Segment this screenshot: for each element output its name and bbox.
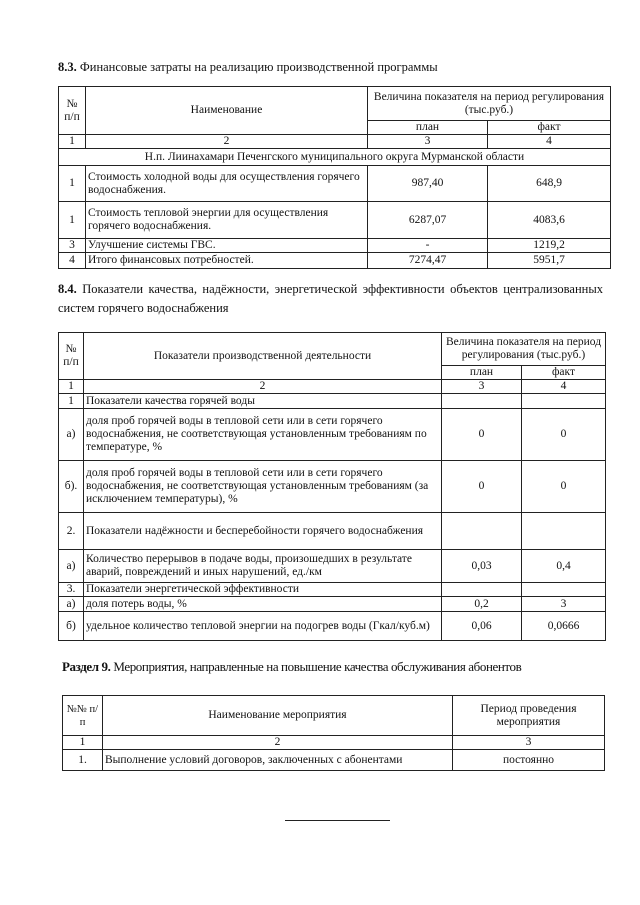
table-row [59, 202, 611, 239]
row-plan: 6287,07 [368, 202, 488, 239]
row-plan: - [368, 239, 488, 253]
row-period: постоянно [453, 750, 605, 771]
section-number: 8.3. [58, 60, 77, 74]
row-plan: 0,03 [442, 550, 522, 583]
row-plan: 0 [442, 461, 522, 513]
section-9-title [62, 659, 521, 675]
section-title: Финансовые затраты на реализацию производственной программы [76, 60, 438, 74]
section-title: Мероприятия, направленные на повышение качества обслуживания абонентов [110, 659, 522, 674]
row-no: 4 [59, 253, 86, 269]
row-no: 3. [59, 583, 84, 597]
table-row [59, 597, 606, 612]
header-plan: план [368, 121, 488, 135]
row-name: Стоимость холодной воды для осуществления горячего водоснабжения. [86, 166, 368, 202]
row-plan: 0 [442, 409, 522, 461]
table-row [59, 166, 611, 202]
row-fact: 0,4 [522, 550, 606, 583]
row-name: Выполнение условий договоров, заключенных с абонентами [103, 750, 453, 771]
row-no: б). [59, 461, 84, 513]
row-plan: 987,40 [368, 166, 488, 202]
row-name: Стоимость тепловой энергии для осуществления горячего водоснабжения. [86, 202, 368, 239]
row-no: а) [59, 597, 84, 612]
row-fact [522, 583, 606, 597]
row-fact: 0 [522, 461, 606, 513]
row-fact: 3 [522, 597, 606, 612]
row-name: Показатели энергетической эффективности [84, 583, 442, 597]
header-value: Величина показателя на период регулирования (тыс.руб.) [442, 333, 606, 366]
row-plan: 0,06 [442, 612, 522, 641]
header-name: Наименование мероприятия [103, 696, 453, 736]
customer-service-measures-table [62, 695, 605, 771]
section-number: 8.4. [58, 282, 77, 296]
row-plan: 0,2 [442, 597, 522, 612]
index-cell: 3 [368, 135, 488, 149]
header-fact: факт [522, 366, 606, 380]
row-fact: 4083,6 [488, 202, 611, 239]
row-no: 1 [59, 394, 84, 409]
row-no: 1 [59, 202, 86, 239]
header-name: Показатели производственной деятельности [84, 333, 442, 380]
table-row [59, 239, 611, 253]
header-no: № п/п [59, 333, 84, 380]
row-name: доля потерь воды, % [84, 597, 442, 612]
index-cell: 3 [442, 380, 522, 394]
row-no: б) [59, 612, 84, 641]
end-divider [285, 820, 390, 821]
region-row: Н.п. Лиинахамари Печенгского муниципального округа Мурманской области [59, 149, 611, 166]
header-fact: факт [488, 121, 611, 135]
table-row [59, 583, 606, 597]
header-plan: план [442, 366, 522, 380]
header-value: Величина показателя на период регулирования (тыс.руб.) [368, 87, 611, 121]
row-plan [442, 583, 522, 597]
row-no: 2. [59, 513, 84, 550]
index-cell: 1 [59, 380, 84, 394]
row-fact: 0 [522, 409, 606, 461]
row-no: 1 [59, 166, 86, 202]
row-fact: 648,9 [488, 166, 611, 202]
section-8-3-title [58, 60, 438, 75]
table-row [59, 394, 606, 409]
financial-costs-table [58, 86, 611, 269]
section-number: Раздел 9. [62, 659, 111, 674]
row-no: 1. [63, 750, 103, 771]
section-8-4-title [58, 280, 603, 318]
index-cell: 1 [63, 736, 103, 750]
header-no: №№ п/п [63, 696, 103, 736]
index-cell: 3 [453, 736, 605, 750]
header-no: № п/п [59, 87, 86, 135]
table-row [59, 409, 606, 461]
row-plan: 7274,47 [368, 253, 488, 269]
row-fact: 0,0666 [522, 612, 606, 641]
row-name: доля проб горячей воды в тепловой сети или в сети горячего водоснабжения, не соответствующая установленным требованиям по температуре, % [84, 409, 442, 461]
row-fact [522, 513, 606, 550]
row-name: доля проб горячей воды в тепловой сети или в сети горячего водоснабжения, не соответствующая установленным требованиям (за исключением температуры), % [84, 461, 442, 513]
header-period: Период проведения мероприятия [453, 696, 605, 736]
row-fact [522, 394, 606, 409]
row-name: Улучшение системы ГВС. [86, 239, 368, 253]
table-row [63, 750, 605, 771]
table-row [59, 550, 606, 583]
row-no: а) [59, 409, 84, 461]
quality-indicators-table [58, 332, 606, 641]
row-no: а) [59, 550, 84, 583]
table-row [59, 461, 606, 513]
row-plan [442, 513, 522, 550]
row-plan [442, 394, 522, 409]
row-no: 3 [59, 239, 86, 253]
table-row [59, 612, 606, 641]
table-row [59, 513, 606, 550]
row-fact: 1219,2 [488, 239, 611, 253]
row-name: удельное количество тепловой энергии на подогрев воды (Гкал/куб.м) [84, 612, 442, 641]
row-name: Показатели качества горячей воды [84, 394, 442, 409]
index-cell: 2 [84, 380, 442, 394]
table-row [59, 253, 611, 269]
index-cell: 2 [103, 736, 453, 750]
header-name: Наименование [86, 87, 368, 135]
row-fact: 5951,7 [488, 253, 611, 269]
section-title: Показатели качества, надёжности, энергетической эффективности объектов централизованных систем горячего водоснабжения [58, 282, 603, 315]
index-cell: 2 [86, 135, 368, 149]
index-cell: 4 [488, 135, 611, 149]
row-name: Количество перерывов в подаче воды, произошедших в результате аварий, повреждений и иных нарушений, ед./км [84, 550, 442, 583]
row-name: Итого финансовых потребностей. [86, 253, 368, 269]
index-cell: 1 [59, 135, 86, 149]
row-name: Показатели надёжности и бесперебойности горячего водоснабжения [84, 513, 442, 550]
index-cell: 4 [522, 380, 606, 394]
